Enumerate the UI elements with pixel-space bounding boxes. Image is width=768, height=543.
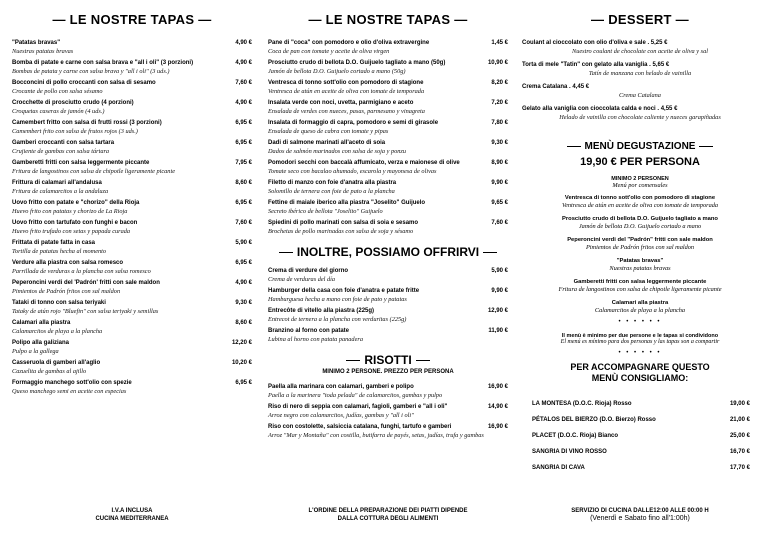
menu-item-row — [522, 61, 758, 69]
menu-item-row — [268, 267, 508, 275]
item-description: Crocante de pollo con salsa sésamo — [12, 88, 103, 95]
item-name: Ventresca di tonno sott'olio con pomodoro di stagione — [564, 195, 716, 201]
item-price: 7,60 € — [235, 220, 252, 226]
item-description: Ventresca de atún en aceite de oliva con tomate de temporada — [561, 202, 719, 209]
footer-line: SERVIZIO DI CUCINA DALLE12:00 ALLE 00:00 H — [571, 508, 709, 514]
menu-item — [268, 179, 508, 199]
item-description: Parrillada de verduras a la plancha con salsa romesco — [12, 268, 151, 275]
item-name: Frittata di patate fatta in casa — [12, 240, 96, 246]
item-description: Helado de vainilla con chocolate caliente y nueces garapiñadas — [559, 114, 721, 121]
item-name: Riso con costolette, salsiccia catalana, funghi, tartufo e gamberi — [268, 424, 452, 430]
item-name: Uovo fritto con patate e "chorizo" della Rioja — [12, 200, 140, 206]
menu-item-row — [12, 99, 252, 107]
item-description: Jamón de bellota D.O. Guijuelo cortado a mano — [578, 223, 702, 230]
menu-item — [12, 379, 252, 399]
menu-item — [268, 307, 508, 327]
item-name: Entrecôte di vitello alla piastra (225g) — [268, 308, 375, 314]
column-dessert — [522, 0, 758, 543]
item-description: Dados de salmón marinados con salsa de soja y ponzu — [268, 148, 407, 155]
item-name: Peperoncini verdi del 'Padrón' fritti con sale maldon — [12, 280, 160, 286]
item-name: Pomodori secchi con baccalà affumicato, verza e maionese di olive — [268, 160, 460, 166]
menu-item — [12, 259, 252, 279]
menu-item — [12, 139, 252, 159]
item-name: Hamburger della casa con foie d'anatra e patate fritte — [268, 288, 420, 294]
item-description: Pimientos de Padrón fritos con sal maldon — [585, 244, 695, 251]
divider — [346, 360, 360, 361]
item-price: 7,95 € — [235, 160, 252, 166]
menu-item — [268, 219, 508, 239]
item-price: 6,95 € — [235, 380, 252, 386]
wine-row — [532, 412, 750, 428]
item-name: Prosciutto crudo di bellota D.O. Guijuelo tagliato a mano (50g) — [268, 60, 446, 66]
degustation-item — [522, 258, 758, 273]
menu-item-row — [12, 299, 252, 307]
item-name: Torta di mele "Tatin" con gelato alla vaniglia . 5,65 € — [522, 62, 670, 68]
item-name: Uovo fritto con tartufato con funghi e bacon — [12, 220, 138, 226]
column-tapas-1 — [12, 0, 252, 543]
menu-item — [12, 339, 252, 359]
item-description: Arroz negro con calamarcitos, judías, gambas y "all i oli" — [268, 412, 414, 419]
inoltre-list — [268, 267, 508, 347]
menu-item — [268, 383, 508, 403]
degustation-list — [522, 195, 758, 315]
wine-name: LA MONTESA (D.O.C. Rioja) Rosso — [532, 401, 632, 407]
menu-item-row — [12, 259, 252, 267]
risotti-subtitle: MINIMO 2 PERSONE. PREZZO PER PERSONA — [322, 369, 454, 375]
wine-price: 17,70 € — [729, 465, 750, 471]
dessert-list — [522, 39, 758, 127]
menu-item — [268, 39, 508, 59]
item-price: 14,90 € — [487, 404, 508, 410]
wine-price: 21,00 € — [729, 417, 750, 423]
item-price: 9,65 € — [491, 200, 508, 206]
item-price: 12,20 € — [231, 340, 252, 346]
wine-name: PLACET (D.O.C. Rioja) Bianco — [532, 433, 619, 439]
degustation-minimum: MINIMO 2 PERSONEN — [611, 176, 669, 182]
item-price: 11,90 € — [488, 328, 508, 334]
item-name: Gamberetti fritti con salsa leggermente piccante — [12, 160, 150, 166]
item-price: 9,90 € — [491, 288, 508, 294]
menu-item-row — [268, 39, 508, 47]
item-name: Spiedini di pollo marinati con salsa di soia e sesamo — [268, 220, 419, 226]
menu-item — [12, 119, 252, 139]
item-price: 1,45 € — [491, 40, 508, 46]
item-description: Arroz "Mar y Montaña" con costilla, butifarra de payés, setas, judías, trufa y gambas — [268, 432, 484, 439]
item-price: 4,90 € — [235, 280, 252, 286]
item-name: Riso di nero di seppia con calamari, fagioli, gamberi e "all i oli" — [268, 404, 448, 410]
item-price: 7,20 € — [491, 100, 508, 106]
item-description: Crujiente de gambas con salsa tártara — [12, 148, 110, 155]
item-price: 4,90 € — [235, 60, 252, 66]
item-name: "Patatas bravas" — [12, 40, 61, 46]
menu-item — [12, 59, 252, 79]
menu-item — [268, 159, 508, 179]
item-name: Tataki di tonno con salsa teriyaki — [12, 300, 106, 306]
degustation-title-text: MENÙ DEGUSTAZIONE — [584, 141, 696, 152]
item-description: Tataky de atún rojo "Bluefin" con salsa teriyaki y semillas — [12, 308, 159, 315]
item-description: Jamón de bellota D.O. Guijuelo cortado a mano (50g) — [268, 68, 406, 75]
item-name: Calamari alla piastra — [12, 320, 71, 326]
item-description: Tatín de manzana con helado de vainilla — [588, 70, 692, 77]
column-title: — DESSERT — — [591, 12, 689, 27]
menu-item-row — [12, 179, 252, 187]
menu-item-row — [268, 99, 508, 107]
degustation-title — [522, 141, 758, 152]
footer-left — [12, 507, 252, 523]
risotti-list — [268, 383, 508, 443]
wine-name: SANGRIA DI VINO ROSSO — [532, 449, 607, 455]
menu-item-row — [268, 179, 508, 187]
item-name: Gamberi croccanti con salsa tartara — [12, 140, 115, 146]
menu-item — [522, 105, 758, 127]
wine-list — [522, 396, 758, 476]
menu-item-row — [268, 119, 508, 127]
item-name: Ventresca di tonno sott'olio con pomodoro di stagione — [268, 80, 424, 86]
item-description: Tortilla de patatas hecha al momento — [12, 248, 107, 255]
item-description: Fritura de langostinos con salsa de chipotle ligeramente picante — [12, 168, 175, 175]
menu-item — [522, 61, 758, 83]
item-name: Coulant al cioccolato con olio d'oliva e sale . 5,25 € — [522, 40, 668, 46]
wine-name: SANGRIA DI CAVA — [532, 465, 585, 471]
item-price: 8,60 € — [235, 320, 252, 326]
item-name: Insalata di formaggio di capra, pomodoro e semi di girasole — [268, 120, 439, 126]
degustation-note — [522, 333, 758, 346]
item-name: Camembert fritto con salsa di frutti rossi (3 porzioni) — [12, 120, 162, 126]
menu-item — [268, 327, 508, 347]
item-price: 12,90 € — [487, 308, 508, 314]
menu-item-row — [12, 319, 252, 327]
item-name: Branzino al forno con patate — [268, 328, 350, 334]
menu-item-row — [12, 279, 252, 287]
wine-row — [532, 444, 750, 460]
item-description: Cazuelita de gambas al ajillo — [12, 368, 87, 375]
wine-row — [532, 396, 750, 412]
item-name: Polipo alla galiziana — [12, 340, 70, 346]
menu-item — [12, 159, 252, 179]
menu-item — [12, 39, 252, 59]
menu-item — [522, 83, 758, 105]
menu-item-row — [12, 239, 252, 247]
item-price: 9,30 € — [235, 300, 252, 306]
item-name: Verdure alla piastra con salsa romesco — [12, 260, 124, 266]
item-name: Crema di verdure del giorno — [268, 268, 349, 274]
menu-item — [268, 403, 508, 423]
menu-item — [12, 359, 252, 379]
menu-item — [268, 423, 508, 443]
item-description: Bombas de patata y carne con salsa brava y "all i oli" (3 uds.) — [12, 68, 170, 75]
divider — [483, 252, 497, 253]
divider — [279, 252, 293, 253]
item-description: Paella a la marinera "toda pelada" de calamarcitos, gambas y pulpo — [268, 392, 443, 399]
item-price: 6,95 € — [235, 140, 252, 146]
menu-item-row — [268, 327, 508, 335]
item-price: 6,95 € — [235, 200, 252, 206]
menu-item-row — [268, 59, 508, 67]
column-title: — LE NOSTRE TAPAS — — [308, 12, 468, 27]
item-name: Dadi di salmone marinati all'aceto di soia — [268, 140, 386, 146]
item-name: Crema Catalana . 4,45 € — [522, 84, 590, 90]
item-description: Pimientos de Padrón fritos con sal maldon — [12, 288, 121, 295]
footer-right — [522, 507, 758, 523]
item-name: Paella alla marinara con calamari, gamberi e polipo — [268, 384, 414, 390]
item-description: Fritura de calamarcitos a la andaluza — [12, 188, 109, 195]
item-price: 9,30 € — [491, 140, 508, 146]
item-name: Pane di "coca" con pomodoro e olio d'oliva extravergine — [268, 40, 430, 46]
footer-center — [268, 507, 508, 523]
item-name: Gamberetti fritti con salsa leggermente piccante — [573, 279, 707, 285]
footer-line: L'ORDINE DELLA PREPARAZIONE DEI PIATTI DIPENDE — [308, 508, 468, 514]
item-description: Calamarcitos de playa a la plancha — [594, 307, 686, 314]
item-description: Brochetas de pollo marinadas con salsa de soja y sésamo — [268, 228, 414, 235]
menu-item-row — [268, 287, 508, 295]
menu-item-row — [12, 219, 252, 227]
item-description: Calamarcitos de playa a la plancha — [12, 328, 103, 335]
menu-item-row — [12, 79, 252, 87]
column-title: — LE NOSTRE TAPAS — — [52, 12, 212, 27]
menu-item-row — [268, 383, 508, 391]
item-name: Calamari alla piastra — [611, 300, 669, 306]
note-text: Il menù è minimo per due persone e le tapas si condividono — [561, 333, 719, 339]
item-price: 6,95 € — [235, 260, 252, 266]
menu-item-row — [12, 199, 252, 207]
item-name: Peperoncini verdi del "Padrón" fritti con sale maldon — [567, 237, 713, 243]
menu-item-row — [268, 139, 508, 147]
menu-item — [268, 267, 508, 287]
risotti-title — [268, 353, 508, 367]
menu-item-row — [12, 39, 252, 47]
item-name: "Patatas bravas" — [616, 258, 664, 264]
item-price: 5,90 € — [235, 240, 252, 246]
menu-item-row — [268, 219, 508, 227]
menu-item-row — [12, 359, 252, 367]
item-description: Nuestras patatas bravas — [12, 48, 74, 55]
wine-row — [532, 460, 750, 476]
item-name: Prosciutto crudo di bellota D.O. Guijuelo tagliato a mano — [562, 216, 718, 222]
item-price: 16,90 € — [487, 384, 508, 390]
item-price: 10,90 € — [487, 60, 508, 66]
item-description: Tomate seco con bacalao ahumado, escarola y mayonesa de olivas — [268, 168, 437, 175]
wine-price: 19,00 € — [729, 401, 750, 407]
item-name: Bomba di patate e carne con salsa brava e "all i oli" (3 porzioni) — [12, 60, 194, 66]
item-name: Frittura di calamari all'andalusa — [12, 180, 102, 186]
menu-item-row — [12, 159, 252, 167]
divider — [416, 360, 430, 361]
item-description: Ensalada de queso de cabra con tomate y pipas — [268, 128, 389, 135]
menu-item — [12, 199, 252, 219]
item-description: Nuestras patatas bravas — [609, 265, 671, 272]
menu-item — [12, 179, 252, 199]
divider — [567, 146, 581, 147]
item-description: Hamburguesa hecha a mano con foie de pato y patatas — [268, 296, 407, 303]
menu-item-row — [522, 105, 758, 113]
menu-item — [12, 319, 252, 339]
item-price: 8,20 € — [491, 80, 508, 86]
menu-item — [268, 99, 508, 119]
menu-item — [268, 59, 508, 79]
item-name: Casseruola di gamberi all'aglio — [12, 360, 101, 366]
item-price: 7,60 € — [491, 220, 508, 226]
degustation-item — [522, 195, 758, 210]
wine-price: 16,70 € — [729, 449, 750, 455]
item-price: 5,90 € — [491, 268, 508, 274]
degustation-item — [522, 216, 758, 231]
menu-item-row — [522, 83, 758, 91]
item-description: Entrecot de ternera a la plancha con verduritas (225g) — [268, 316, 407, 323]
item-description: Fritura de langostinos con salsa de chipotle ligeramente picante — [558, 286, 722, 293]
footer-line: (Venerdì e Sabato fino all'1:00h) — [590, 515, 690, 522]
menu-item — [268, 287, 508, 307]
item-price: 8,60 € — [235, 180, 252, 186]
menu-item — [12, 99, 252, 119]
inoltre-title-text: INOLTRE, POSSIAMO OFFRIRVI — [296, 245, 480, 259]
menu-item-row — [12, 339, 252, 347]
item-description: Secreto ibérico de bellota "Joselito" Guijuelo — [268, 208, 383, 215]
stars-divider: • • • • • • — [618, 350, 662, 356]
item-price: 10,20 € — [231, 360, 252, 366]
menu-item — [268, 79, 508, 99]
menu-item — [268, 139, 508, 159]
divider — [699, 146, 713, 147]
menu-item-row — [268, 403, 508, 411]
item-description: Solomillo de ternera con foie de pato a la plancha — [268, 188, 395, 195]
degustation-item — [522, 237, 758, 252]
item-description: Ensalada de verdes con nueces, pasas, parmesano y vinagreta — [268, 108, 425, 115]
item-price: 8,90 € — [491, 160, 508, 166]
degustation-item — [522, 300, 758, 315]
menu-item-row — [268, 159, 508, 167]
wine-price: 25,00 € — [729, 433, 750, 439]
menu-item-row — [12, 119, 252, 127]
menu-item — [12, 239, 252, 259]
item-price: 7,60 € — [235, 80, 252, 86]
menu-item-row — [268, 307, 508, 315]
menu-item-row — [12, 139, 252, 147]
wine-title-line: MENÙ CONSIGLIAMO: — [591, 373, 689, 383]
menu-item-row — [268, 423, 508, 431]
item-description: Coca de pan con tomate y aceite de oliva virgen — [268, 48, 390, 55]
degustation-item — [522, 279, 758, 294]
risotti-title-text: RISOTTI — [364, 353, 412, 367]
inoltre-title — [268, 245, 508, 259]
item-description: Camembert frito con salsa de frutos rojos (3 uds.) — [12, 128, 138, 135]
item-price: 7,80 € — [491, 120, 508, 126]
item-name: Filetto di manzo con foie d'anatra alla piastra — [268, 180, 397, 186]
menu-item — [12, 219, 252, 239]
menu-item — [268, 199, 508, 219]
item-description: Lubina al horno con patata panadera — [268, 336, 363, 343]
item-name: Gelato alla vaniglia con cioccolata calda e noci . 4,55 € — [522, 106, 678, 112]
item-name: Insalata verde con noci, uvetta, parmigiano e aceto — [268, 100, 414, 106]
item-price: 6,95 € — [235, 120, 252, 126]
item-description: Crema Catalana — [619, 92, 661, 99]
menu-list — [12, 39, 252, 399]
item-price: 16,90 € — [487, 424, 508, 430]
wine-row — [532, 428, 750, 444]
menu-item-row — [12, 379, 252, 387]
item-description: Nuestro coulant de chocolate con aceite de oliva y sal — [572, 48, 708, 55]
item-name: Formaggio manchego sott'olio con spezie — [12, 380, 132, 386]
item-price: 4,90 € — [235, 100, 252, 106]
menu-item — [12, 79, 252, 99]
menu-item-row — [268, 199, 508, 207]
item-name: Crocchette di prosciutto crudo (4 porzioni) — [12, 100, 134, 106]
menu-item-row — [268, 79, 508, 87]
wine-title-line: PER ACCOMPAGNARE QUESTO — [570, 362, 710, 372]
item-description: Croquetas caseras de jamón (4 uds.) — [12, 108, 105, 115]
menu-item-row — [12, 59, 252, 67]
menu-item-row — [522, 39, 758, 47]
item-price: 4,90 € — [235, 40, 252, 46]
menu-item — [268, 119, 508, 139]
wine-title — [522, 362, 758, 384]
degustation-price: 19,90 € PER PERSONA — [580, 156, 700, 168]
item-name: Bocconcini di pollo croccanti con salsa di sesamo — [12, 80, 156, 86]
degustation-minimum-desc: Menú por comensales — [612, 182, 668, 189]
note-desc: El menú es mínimo para dos personas y las tapas son a compartir — [560, 339, 720, 345]
footer-line: CUCINA MEDITERRANEA — [95, 516, 169, 522]
footer-line: DALLA COTTURA DEGLI ALIMENTI — [337, 516, 439, 522]
menu-item — [12, 279, 252, 299]
footer-line: I.V.A INCLUSA — [111, 508, 153, 514]
item-name: Fettine di maiale iberico alla piastra "Joselito" Guijuelo — [268, 200, 426, 206]
menu-item — [522, 39, 758, 61]
item-description: Huevo frito con patatas y chorizo de La Rioja — [12, 208, 128, 215]
item-description: Pulpo a la gallega — [12, 348, 59, 355]
item-description: Huevo frito trufado con setas y papada curada — [12, 228, 131, 235]
menu-item — [12, 299, 252, 319]
item-description: Queso manchego semi en aceite con especias — [12, 388, 127, 395]
item-description: Crema de verduras del día — [268, 276, 336, 283]
column-tapas-2 — [268, 0, 508, 543]
item-description: Ventresca de atún en aceite de oliva con tomate de temporada — [268, 88, 425, 95]
stars-divider: • • • • • • — [618, 319, 662, 325]
item-price: 9,90 € — [491, 180, 508, 186]
menu-list — [268, 39, 508, 239]
wine-name: PÉTALOS DEL BIERZO (D.O. Bierzo) Rosso — [532, 417, 656, 423]
